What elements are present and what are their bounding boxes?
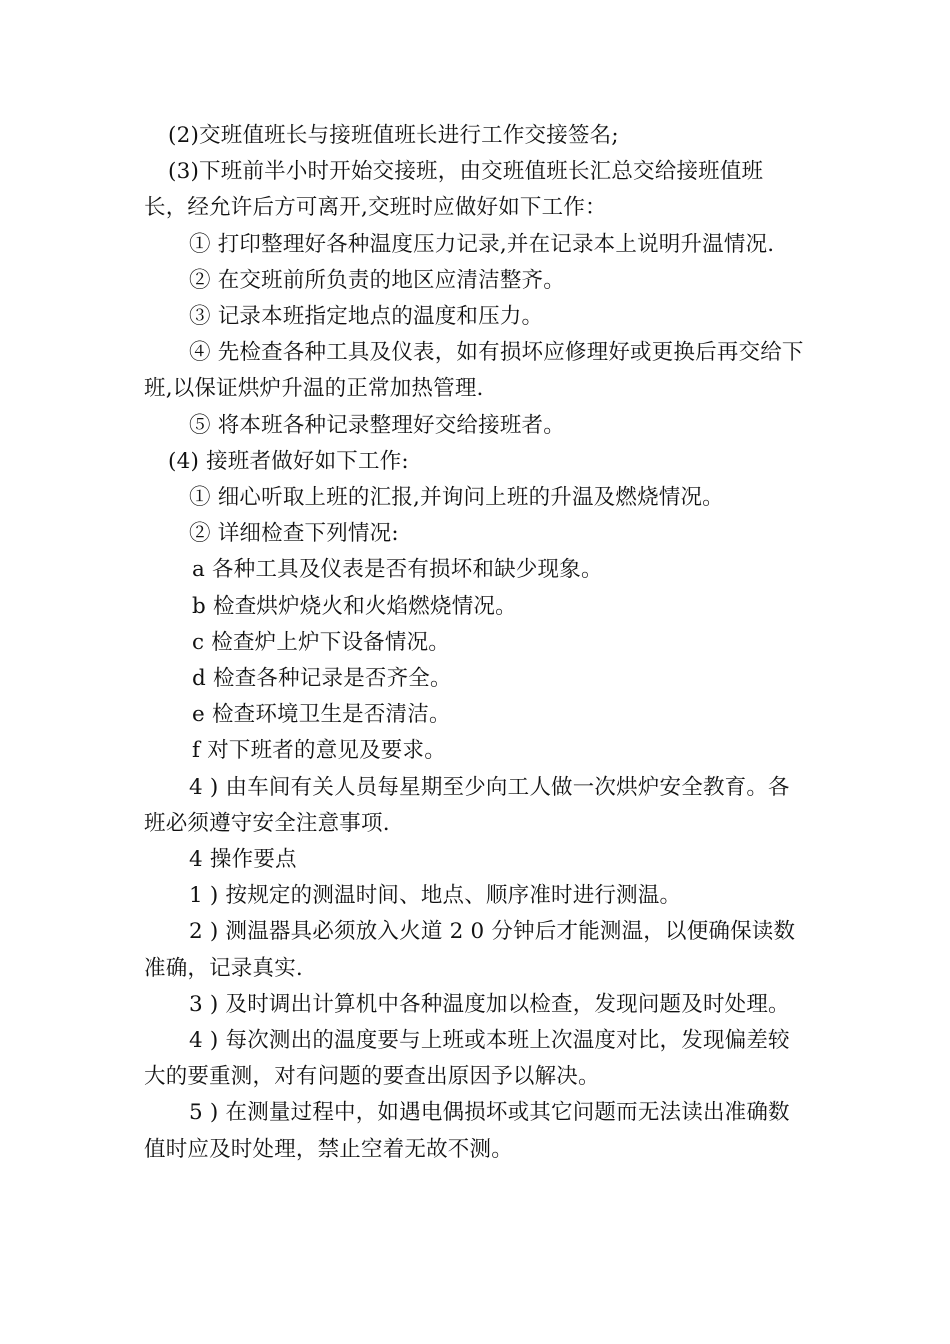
sub-item-tools: a 各种工具及仪表是否有损坏和缺少现象。 bbox=[192, 557, 603, 583]
paragraph-safety-education: 4 ) 由车间有关人员每星期至少向工人做一次烘炉安全教育。各班必须遵守安全注意事项. bbox=[144, 774, 790, 836]
operation-item-1: 1 ) 按规定的测温时间、地点、顺序准时进行测温。 bbox=[189, 883, 682, 909]
list-item-check-tools: ④ 先检查各种工具及仪表，如有损坏应修理好或更换后再交给下班,以保证烘炉升温的正常加热管理. bbox=[144, 340, 804, 402]
sub-item-equipment: c 检查炉上炉下设备情况。 bbox=[192, 629, 450, 655]
document-body bbox=[144, 118, 806, 1168]
list-item-detailed-check: ② 详细检查下列情况: bbox=[189, 521, 399, 547]
operation-item-4: 4 ) 每次测出的温度要与上班或本班上次温度对比，发现偏差较大的要重测，对有问题的要查出原因予以解决。 bbox=[144, 1028, 790, 1090]
list-item-listen-report: ① 细心听取上班的汇报,并询问上班的升温及燃烧情况。 bbox=[189, 485, 724, 511]
section-heading-operation-points: 4 操作要点 bbox=[189, 847, 297, 873]
list-item-record-temperature: ③ 记录本班指定地点的温度和压力。 bbox=[189, 304, 544, 330]
list-item-clean-area: ② 在交班前所负责的地区应清洁整齐。 bbox=[189, 267, 565, 293]
operation-item-2: 2 ) 测温器具必须放入火道 2 0 分钟后才能测温，以便确保读数准确，记录真实. bbox=[144, 919, 796, 981]
paragraph-shift-handover: (3)下班前半小时开始交接班，由交班值班长汇总交给接班值班长，经允许后方可离开,交班时应做好如下工作： bbox=[144, 159, 764, 221]
sub-item-feedback: f 对下班者的意见及要求。 bbox=[192, 738, 446, 764]
operation-item-3: 3 ) 及时调出计算机中各种温度加以检查，发现问题及时处理。 bbox=[189, 991, 790, 1017]
sub-item-hygiene: e 检查环境卫生是否清洁。 bbox=[192, 702, 451, 728]
sub-item-fire: b 检查烘炉烧火和火焰燃烧情况。 bbox=[192, 593, 517, 619]
list-item-print-records: ① 打印整理好各种温度压力记录,并在记录本上说明升温情况. bbox=[189, 231, 775, 257]
paragraph-shift-signoff: (2)交班值班长与接班值班长进行工作交接签名; bbox=[168, 123, 619, 148]
paragraph-receiver-duties: (4) 接班者做好如下工作: bbox=[168, 448, 409, 474]
list-item-hand-over-records: ⑤ 将本班各种记录整理好交给接班者。 bbox=[189, 412, 565, 438]
sub-item-records: d 检查各种记录是否齐全。 bbox=[192, 666, 452, 692]
operation-item-5: 5 ) 在测量过程中，如遇电偶损坏或其它问题而无法读出准确数值时应及时处理，禁止空着无故不测。 bbox=[144, 1100, 790, 1162]
